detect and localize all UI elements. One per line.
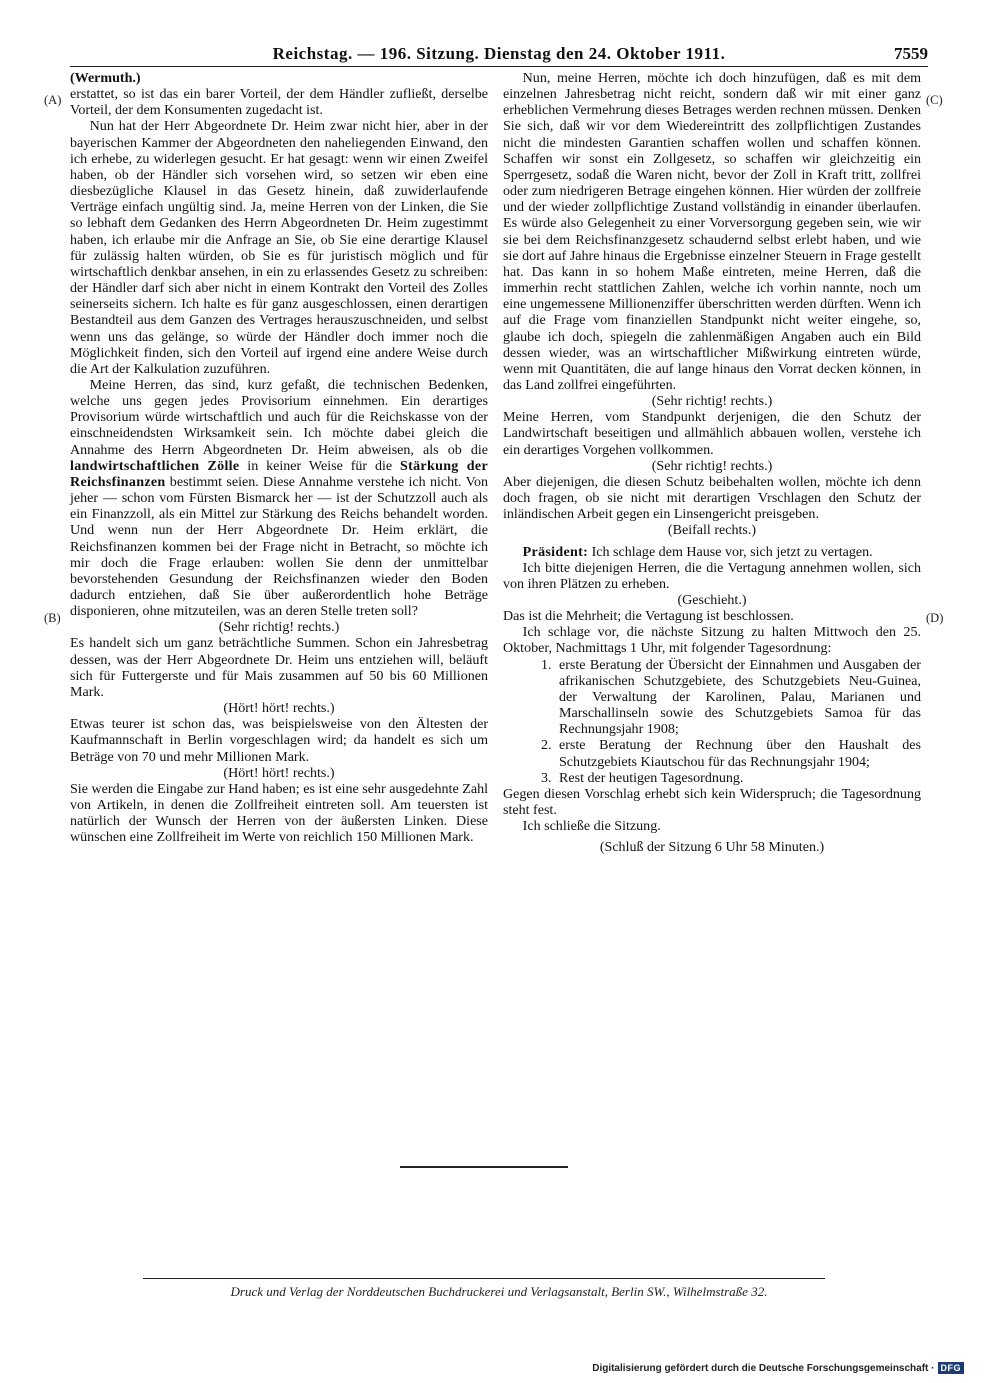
paragraph: Meine Herren, vom Standpunkt derjenigen, die den Schutz der Landwirtschaft beseitigen und allmählich abbauen wollen, verstehe ich ein derartiges Vorgehen vollkommen.: [503, 409, 921, 458]
paragraph: erstattet, so ist das ein barer Vorteil, der dem Händler zufließt, derselbe Vorteil, der dem Konsumenten zugedacht ist.: [70, 86, 488, 119]
margin-marker-c: (C): [926, 93, 943, 107]
paragraph: Aber diejenigen, die diesen Schutz beibehalten wollen, möchte ich denn doch fragen, ob sie nicht mit derartigen Vrschlagen den Schutz der inländischen Arbeit gegen ein Linsengericht preisgeben.: [503, 473, 921, 523]
text-run: bestimmt seien. Diese Annahme verstehe ich nicht. Von jeher — schon vom Fürsten Bismarck her — ist der Schutzzoll auch als ein Finanzzoll, als ein Mittel zur Stärkung des Reichs behandelt worden. Und wenn nun der Herr Abgeordnete Dr. Heim erklärt, die Reichsfinanzen kommen bei der Frage nicht in Betracht, so möchte ich mir doch die Frage erlauben: wollen Sie denn der unmittelbar bevorstehenden Gesundung der Reichsfinanzen wieder den Boden dadurch entziehen, daß Sie über außerordentlich hohe Beträge disponieren, ohne mitzuteilen, was an deren Stelle treten soll?: [70, 473, 488, 620]
interjection: (Hört! hört! rechts.): [223, 764, 335, 781]
paragraph: Nun hat der Herr Abgeordnete Dr. Heim zwar nicht hier, aber in der bayerischen Kammer der Abgeordneten den naheliegenden Einwand, den ich erhebe, zu widerlegen gesucht. Er hat gesagt: wenn wir einen Zweifel haben, ob der Händler sich vorsehen wird, so setzen wir eben eine diesbezügliche Klausel in das Gesetz hinein, daß zuwiderlaufende Verträge einfach ungültig sind. Ja, meine Herren von der Linken, die Sie so lebhaft dem Gedanken des Herrn Abgeordneten Dr. Heim zugestimmt haben, ich erlaube mir die Anfrage an Sie, ob Sie eine derartige Klausel für zulässig halten würden, ob Sie es für juristisch möglich und für wirtschaftlich denkbar ansehen, in ein zu erlassendes Gesetz zu schreiben: der Händler darf sich aber nicht in einem Kontrakt den Vorteil des Zolles seinerseits sichern. Ich halte es für ganz ausgeschlossen, einen derartigen Bestandteil aus dem Ganzen des Vertrages herauszuschneiden, und selbst wenn uns das gelänge, so würde der Händler doch immer noch die Möglichkeit finden, sich den Vorteil auf irgend eine andere Weise durch die Art der Kalkulation zuzuführen.: [70, 118, 488, 377]
paragraph: Gegen diesen Vorschlag erhebt sich kein Widerspruch; die Tagesordnung steht fest.: [503, 785, 921, 819]
page-header: [70, 44, 928, 67]
end-rule: [400, 1166, 568, 1168]
credit-text: Digitalisierung gefördert durch die Deutsche Forschungsgemeinschaft ·: [592, 1362, 935, 1374]
paragraph: Ich bitte diejenigen Herren, die die Vertagung annehmen wollen, sich von ihren Plätzen zu erheben.: [503, 559, 921, 592]
right-column: [503, 70, 921, 856]
agenda-item: 1. erste Beratung der Übersicht der Einnahmen und Ausgaben der afrikanischen Schutzgebiete, des Schutzgebiets Neu-Guinea, der Verwaltung der Karolinen, Palau, Marianen und Marschallinseln sowie des Schutzgebiets Samoa für das Rechnungsjahr 1908;: [555, 657, 921, 738]
margin-marker-a: (A): [44, 93, 62, 107]
interjection: (Sehr richtig! rechts.): [651, 457, 773, 474]
left-column: [70, 70, 488, 846]
margin-marker-b: (B): [44, 611, 61, 625]
page-number: 7559: [894, 44, 928, 63]
running-title: Reichstag. — 196. Sitzung. Dienstag den 24. Oktober 1911.: [272, 44, 726, 63]
president-label: Präsident:: [522, 543, 589, 560]
margin-marker-d: (D): [926, 611, 944, 625]
paragraph: Es handelt sich um ganz beträchtliche Summen. Schon ein Jahresbetrag dessen, was der Herr Abgeordnete Dr. Heim uns entziehen will, beläuft sich für Futtergerste und für Mais zusammen auf 50 bis 60 Millionen Mark.: [70, 635, 488, 700]
paragraph: Sie werden die Eingabe zur Hand haben; es ist eine sehr ausgedehnte Zahl von Artikeln, in denen die Zollfreiheit eintreten soll. Am teuersten ist natürlich der Wunsch der Herren von der äußersten Linken. Diese wünschen eine Zollfreiheit im Werte von reichlich 150 Millionen Mark.: [70, 780, 488, 846]
agenda-item: 3. Rest der heutigen Tagesordnung.: [555, 770, 921, 786]
interjection: (Sehr richtig! rechts.): [651, 393, 773, 410]
paragraph: Das ist die Mehrheit; die Vertagung ist beschlossen.: [503, 608, 794, 625]
digitization-credit: [592, 1362, 964, 1374]
text-run: Ich schlage dem Hause vor, sich jetzt zu vertagen.: [588, 543, 873, 560]
emphasis: Stärkung der Reichsfinanzen: [70, 457, 488, 490]
interjection: (Hört! hört! rechts.): [223, 700, 335, 717]
interjection: (Geschieht.): [677, 592, 747, 608]
imprint: Druck und Verlag der Norddeutschen Buchdruckerei und Verlagsanstalt, Berlin SW., Wilhelmstraße 32.: [230, 1284, 768, 1299]
footer-rule: [143, 1278, 825, 1279]
emphasis: landwirtschaftlichen Zölle: [70, 457, 240, 474]
paragraph: [70, 377, 488, 619]
speaker-tag: (Wermuth.): [70, 70, 141, 86]
text-run: in keiner Weise für die: [239, 457, 401, 474]
closing-note: (Schluß der Sitzung 6 Uhr 58 Minuten.): [599, 839, 825, 856]
agenda-list: [503, 657, 921, 786]
paragraph: Ich schlage vor, die nächste Sitzung zu halten Mittwoch den 25. Oktober, Nachmittags 1 Uhr, mit folgender Tagesordnung:: [503, 624, 921, 657]
dfg-logo: DFG: [938, 1362, 965, 1374]
interjection: (Sehr richtig! rechts.): [218, 619, 340, 636]
agenda-item: 2. erste Beratung der Rechnung über den Haushalt des Schutzgebiets Kiautschou für das Rechnungsjahr 1904;: [555, 737, 921, 769]
paragraph: Etwas teurer ist schon das, was beispielsweise von den Ältesten der Kaufmannschaft in Berlin vorgeschlagen wird; da handelt es sich um Beträge von 70 und mehr Millionen Mark.: [70, 716, 488, 765]
paragraph: Ich schließe die Sitzung.: [522, 818, 661, 835]
interjection: (Beifall rechts.): [667, 522, 757, 539]
paragraph: Nun, meine Herren, möchte ich doch hinzufügen, daß es mit dem einzelnen Jahresbetrag nicht reicht, sondern daß wir mit einer ganz erheblichen Vermehrung dieses Betrages werden rechnen müssen. Denken Sie sich, daß wir vor dem Wiedereintritt des zollpflichtigen Zustandes nicht die mindesten Garantien schaffen wollen und schaffen können. Schaffen wir sonst ein Zollgesetz, so schaffen wir gleichzeitig ein Sperrgesetz, sodaß die Waren nicht, bevor der Zoll in Kraft tritt, zollfrei oder zum niedrigeren Betrage eingehen können. Hier würden der zollfreie und der wieder zollpflichtige Zustand vollständig in einander überlaufen. Es würde also Gelegenheit zu einer Vorversorgung gegeben sein, wie wir sie bei dem Reichsfinanzgesetz schaudernd selbst erlebt haben, und wie sie dort auf Jahre hinaus die Ergebnisse einzelner Steuern in Frage gestellt hat. Das kann in so hohem Maße eintreten, meine Herren, daß die immerhin recht stattlichen Zahlen, welche ich vorhin nannte, noch um eine ungemessene Millionenziffer überschritten werden dürften. Wenn ich auf die Frage vom finanziellen Standpunkt nicht weiter eingehe, so, glaube ich doch, spiegeln die zahlenmäßigen Angaben auch ein Bild dessen wieder, was an wirtschaftlicher Mißwirkung eintreten würde, wenn mit Quantitäten, die auf lange hinaus den Vorrat decken können, in das Land zollfrei eingeführten.: [503, 70, 921, 393]
text-run: Meine Herren, das sind, kurz gefaßt, die technischen Bedenken, welche uns gegen jedes Provisorium einnehmen. Ein derartiges Provisorium würde wirtschaftlich und auch für die Reichskasse von der einschneidendsten Wirksamkeit sein. Ich möchte dabei gleich die Annahme des Herrn Abgeordneten Dr. Heim abweisen, als ob die: [70, 376, 488, 458]
president-paragraph: [503, 544, 921, 560]
